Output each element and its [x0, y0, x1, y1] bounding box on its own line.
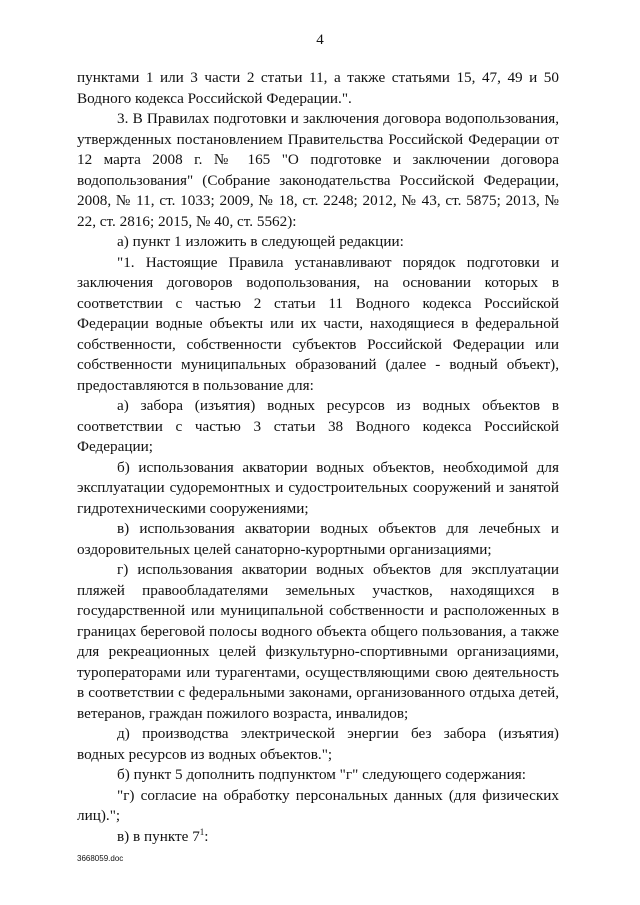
page-number: 4 [316, 32, 324, 48]
paragraph-new-subclause-g: "г) согласие на обработку персональных данных (для физических лиц)."; [77, 786, 559, 824]
paragraph-subitem-v [77, 827, 559, 848]
subitem-v-suffix: : [204, 827, 209, 845]
paragraph-item-3: 3. В Правилах подготовки и заключения договора водопользования, утвержденных постановлением Правительства Российской Федерации от 12 марта 2008 г. № 165 "О подготовке и заключении договора водопользования" (Собрание законодательства Российской Федерации, 2008, № 11, ст. 1033; 2009, № 18, ст. 2248; 2012, № 43, ст. 5875; 2013, № 22, ст. 2816; 2015, № 40, ст. 5562): [77, 110, 559, 230]
paragraph-clause-d: д) производства электрической энергии без забора (изъятия) водных ресурсов из водных объектов."; [77, 725, 559, 763]
paragraph-subitem-a: а) пункт 1 изложить в следующей редакции: [117, 233, 404, 250]
paragraph-clause-b: б) использования акватории водных объектов, необходимой для эксплуатации судоремонтных и судостроительных сооружений и занятой гидротехническими сооружениями; [77, 458, 559, 517]
paragraph-subitem-b: б) пункт 5 дополнить подпунктом "г" следующего содержания: [117, 766, 526, 783]
document-footer-filename: 3668059.doc [77, 854, 124, 863]
document-body [77, 68, 559, 847]
paragraph-clause-v: в) использования акватории водных объектов для лечебных и оздоровительных целей санаторно-курортными организациями; [77, 520, 559, 558]
paragraph-continuation: пунктами 1 или 3 части 2 статьи 11, а также статьями 15, 47, 49 и 50 Водного кодекса Российской Федерации.". [77, 69, 559, 107]
paragraph-clause-g: г) использования акватории водных объектов для эксплуатации пляжей правообладателями земельных участков, находящихся в государственной или муниципальной собственности и расположенных в границах береговой полосы водного объекта общего пользования, а также для рекреационных целей физкультурно-спортивными организациями, туроператорами или турагентами, осуществляющими свою деятельность в соответствии с федеральными законами, организованного отдыха детей, ветеранов, граждан пожилого возраста, инвалидов; [77, 561, 559, 722]
paragraph-clause-a: а) забора (изъятия) водных ресурсов из водных объектов в соответствии с частью 3 статьи 38 Водного кодекса Российской Федерации; [77, 397, 559, 455]
superscript: 1 [199, 826, 205, 837]
subitem-v-text: в) в пункте 7 [117, 827, 200, 845]
paragraph-rule-1: "1. Настоящие Правила устанавливают порядок подготовки и заключения договоров водопользования, на основании которых в соответствии с частью 2 статьи 11 Водного кодекса Российской Федерации водные объекты или их части, находящиеся в федеральной собственности, собственности субъектов Российской Федерации или собственности муниципальных образований (далее - водный объект), предоставляются в пользование для: [77, 253, 559, 394]
